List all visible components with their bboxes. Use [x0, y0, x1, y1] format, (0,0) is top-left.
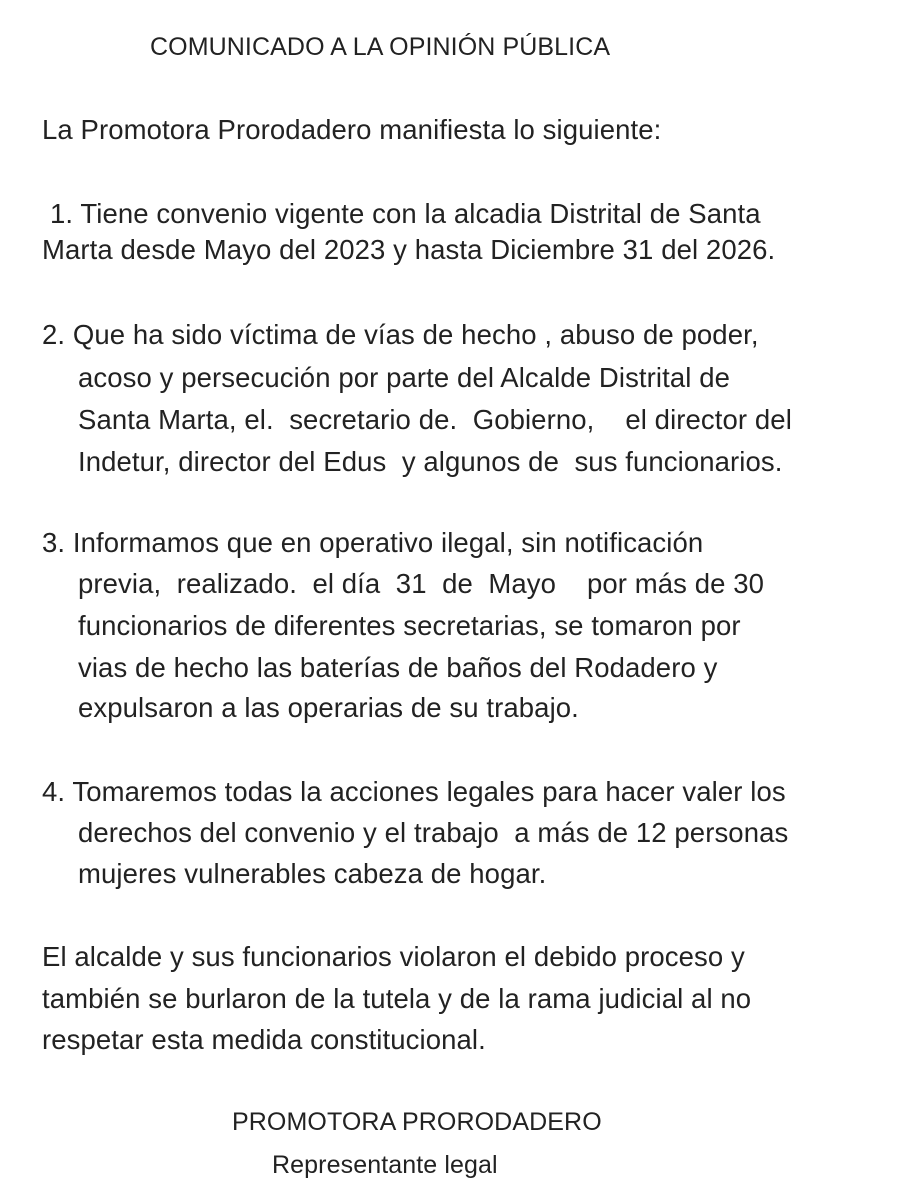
item-2-line: Indetur, director del Edus y algunos de sus funcionarios.: [78, 446, 783, 477]
item-2-line: Santa Marta, el. secretario de. Gobierno, el director del: [78, 404, 792, 435]
item-4-line: 4. Tomaremos todas la acciones legales para hacer valer los: [42, 776, 786, 807]
item-1-line: Marta desde Mayo del 2023 y hasta Diciembre 31 del 2026.: [42, 234, 776, 265]
item-3-line: vias de hecho las baterías de baños del Rodadero y: [78, 652, 718, 683]
item-3-line: expulsaron a las operarias de su trabajo.: [78, 692, 579, 723]
item-1-line: 1. Tiene convenio vigente con la alcadia Distrital de Santa: [50, 198, 761, 229]
signature-organization: PROMOTORA PRORODADERO: [232, 1108, 602, 1136]
item-3-line: previa, realizado. el día 31 de Mayo por más de 30: [78, 568, 765, 599]
item-2-line: acoso y persecución por parte del Alcalde Distrital de: [78, 362, 730, 393]
item-3-line: funcionarios de diferentes secretarias, se tomaron por: [78, 610, 741, 641]
item-4-line: mujeres vulnerables cabeza de hogar.: [78, 858, 547, 889]
closing-line: también se burlaron de la tutela y de la rama judicial al no: [42, 983, 752, 1014]
intro-paragraph: La Promotora Prorodadero manifiesta lo siguiente:: [42, 114, 662, 145]
document-title: COMUNICADO A LA OPINIÓN PÚBLICA: [150, 33, 611, 61]
item-4-line: derechos del convenio y el trabajo a más de 12 personas: [78, 817, 789, 848]
item-3-line: 3. Informamos que en operativo ilegal, sin notificación: [42, 527, 704, 558]
closing-line: El alcalde y sus funcionarios violaron el debido proceso y: [42, 941, 745, 972]
closing-line: respetar esta medida constitucional.: [42, 1024, 486, 1055]
signature-role: Representante legal: [272, 1151, 498, 1179]
item-2-line: 2. Que ha sido víctima de vías de hecho , abuso de poder,: [42, 319, 759, 350]
